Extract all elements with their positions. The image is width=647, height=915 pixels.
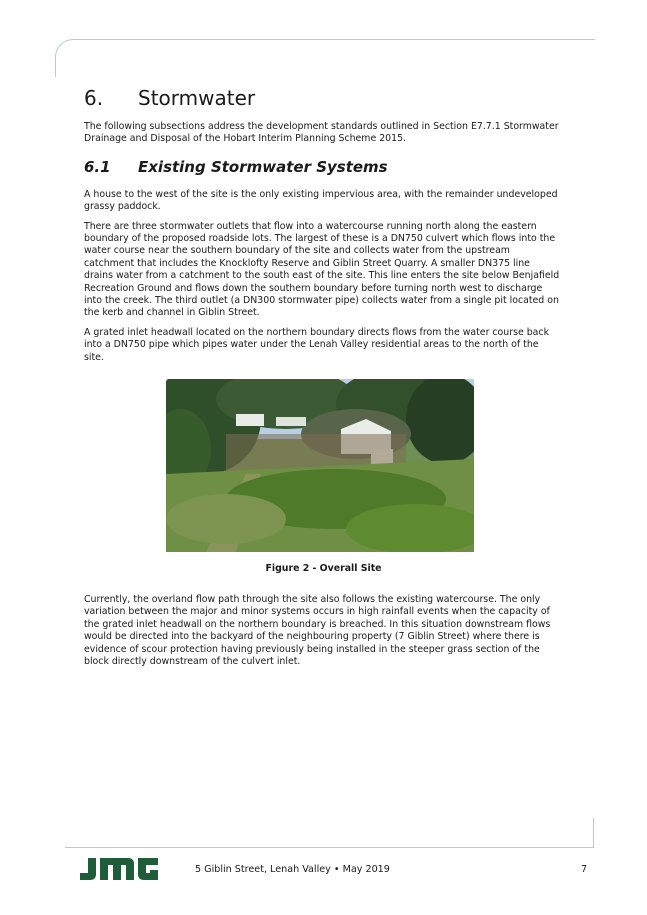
section-number: 6. [84, 86, 104, 110]
section-title: Stormwater [138, 86, 256, 110]
page-frame-bottom [65, 818, 594, 848]
paragraph-1: A house to the west of the site is the only existing impervious area, with the remainder undeveloped grassy paddock. [84, 188, 558, 213]
section-heading [84, 85, 560, 111]
footer-text: 5 Giblin Street, Lenah Valley • May 2019 [195, 864, 390, 875]
intro-paragraph: The following subsections address the development standards outlined in Section E7.7.1 Stormwater Drainage and Disposal of the Hobart Interim Planning Scheme 2015. [84, 121, 559, 145]
page-number: 7 [581, 864, 588, 875]
jmg-logo [78, 856, 160, 882]
paragraph-3: A grated inlet headwall located on the northern boundary directs flows from the water course back into a DN750 pipe which pipes water under the Lenah Valley residential areas to the north of the site. [84, 326, 550, 363]
site-photo [166, 379, 474, 552]
page-content [84, 85, 560, 364]
page-frame-top [55, 39, 595, 77]
subsection-number: 6.1 [84, 157, 111, 176]
subsection-heading [84, 156, 560, 178]
figure-caption: Figure 2 - Overall Site [265, 563, 382, 574]
subsection-title: Existing Stormwater Systems [138, 157, 388, 176]
paragraph-after-figure: Currently, the overland flow path through the site also follows the existing watercourse. The only variation between the major and minor systems occurs in high rainfall events when the capacity of the grated inlet headwall on the northern boundary is breached. In this situation downstream flows would be directed into the backyard of the neighbouring property (7 Giblin Street) where there is evidence of scour protection having previously being installed in the steeper grass section of the block directly downstream of the culvert inlet. [84, 594, 551, 668]
paragraph-2: There are three stormwater outlets that flow into a watercourse running north along the eastern boundary of the proposed roadside lots. The largest of these is a DN750 culvert which flows into the water course near the southern boundary of the site and collects water from the upstream catchment that includes the Knocklofty Reserve and Giblin Street Quarry. A smaller DN375 line drains water from a catchment to the south east of the site. This line enters the site below Benjafield Recreation Ground and flows down the southern boundary before turning north west to discharge into the creek. The third outlet (a DN300 stormwater pipe) collects water from a single pit located on the kerb and channel in Giblin Street. [84, 220, 560, 319]
